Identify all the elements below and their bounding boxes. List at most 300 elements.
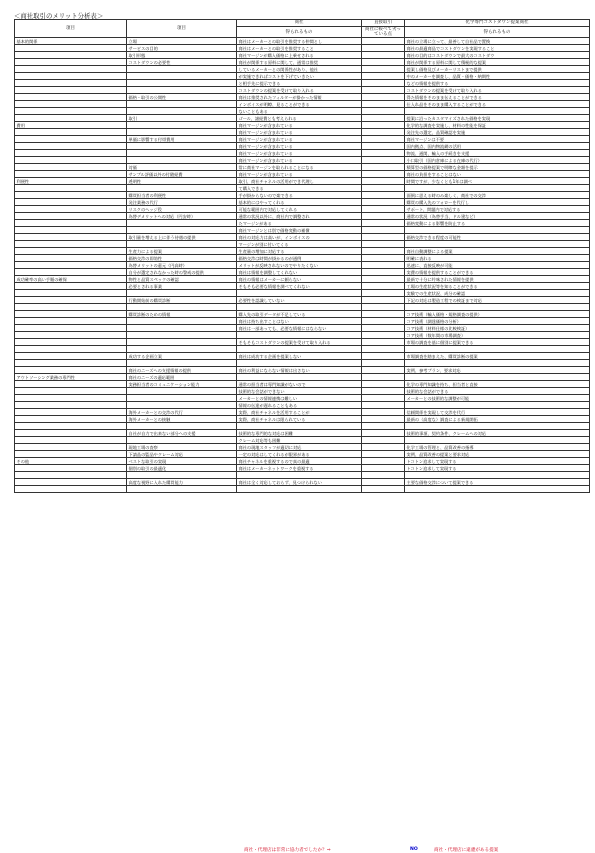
cost-down-company-cell: 技術的な会話ができる <box>405 388 590 395</box>
trading-company-cell: コストダウンの提案を受けて取り入れる <box>237 87 362 94</box>
direct-trade-cell <box>362 129 405 136</box>
category-cell <box>15 248 127 255</box>
direct-trade-cell <box>362 486 405 493</box>
direct-trade-cell <box>362 409 405 416</box>
item-cell <box>127 395 237 402</box>
table-row <box>15 360 590 367</box>
category-cell <box>15 437 127 444</box>
category-cell <box>15 325 127 332</box>
item-cell: 透明性 <box>127 178 237 185</box>
cost-down-company-cell: トコトン追求して実現する <box>405 458 590 465</box>
header-category: 項目 <box>15 20 127 38</box>
category-cell <box>15 94 127 101</box>
trading-company-cell: 常に商社マージンを取られることになる <box>237 164 362 171</box>
trading-company-cell: 商社は成功する企画を提案しない <box>237 353 362 360</box>
table-row <box>15 136 590 143</box>
table-row <box>15 157 590 164</box>
cost-down-company-cell: サポート、問題内で対応する <box>405 206 590 213</box>
trading-company-cell: ないこともある <box>237 108 362 115</box>
category-cell <box>15 185 127 192</box>
item-cell: 取引 <box>127 115 237 122</box>
trading-company-cell <box>237 360 362 367</box>
subheader-cost-down-company: 得られるもの <box>405 27 590 38</box>
cost-down-company-cell: 信頼関係を実現して交渉を代行 <box>405 409 590 416</box>
category-cell <box>15 234 127 241</box>
item-cell <box>127 227 237 234</box>
item-cell: 下請品の監品やクレーム対応 <box>127 451 237 458</box>
table-row <box>15 423 590 430</box>
category-cell <box>15 353 127 360</box>
table-row <box>15 52 590 59</box>
cost-down-company-cell: 実例、品質改善の提案と要求対応 <box>405 451 590 458</box>
item-cell <box>127 80 237 87</box>
table-row <box>15 248 590 255</box>
cost-down-company-cell: 商社が関係する原料に関して積極的な提案 <box>405 59 590 66</box>
cost-down-company-cell <box>405 437 590 444</box>
category-cell <box>15 451 127 458</box>
footer-question: 商社・代理店は非常に協力者でしたか？⇒ <box>244 848 331 853</box>
item-cell: 取引形態 <box>127 52 237 59</box>
direct-trade-cell <box>362 171 405 178</box>
category-cell <box>15 255 127 262</box>
trading-company-cell: が実施できればコストを下げていきたい <box>237 73 362 80</box>
cost-down-company-cell: 化学工場の管理と、品質改善の指導 <box>405 444 590 451</box>
direct-trade-cell <box>362 185 405 192</box>
category-cell <box>15 157 127 164</box>
category-cell <box>15 206 127 213</box>
category-cell <box>15 227 127 234</box>
trading-company-cell: 商社はメーカーとの取引を推奨する仲間とし <box>237 38 362 45</box>
item-cell <box>127 108 237 115</box>
direct-trade-cell <box>362 122 405 129</box>
direct-trade-cell <box>362 388 405 395</box>
footer-statement: 商社・代理店に遠慮がある提案 <box>434 848 499 853</box>
cost-down-company-cell: 化学的な調査を実施し、材料の性能を保証 <box>405 122 590 129</box>
cost-down-company-cell: 時間ですが、少なくとも1年は調べ <box>405 178 590 185</box>
trading-company-cell: 一定の対応はしてくれるが限界がある <box>237 451 362 458</box>
trading-company-cell: 商社マージンが含まれている <box>237 171 362 178</box>
direct-trade-cell <box>362 220 405 227</box>
item-cell: 個別の取引の最適化 <box>127 465 237 472</box>
trading-company-cell: と相手先に提示できる <box>237 80 362 87</box>
trading-company-cell: 技術的な専門的な対応は困難 <box>237 430 362 437</box>
merit-analysis-table <box>14 19 590 493</box>
item-cell <box>127 304 237 311</box>
category-cell <box>15 388 127 395</box>
cost-down-company-cell <box>405 185 590 192</box>
cost-down-company-cell <box>405 402 590 409</box>
trading-company-cell: 商社の現地スタッフが適切に対応 <box>237 444 362 451</box>
table-row <box>15 346 590 353</box>
trading-company-cell <box>237 346 362 353</box>
trading-company-cell: 商社は一部あっても、必要な情報にはならない <box>237 325 362 332</box>
cost-down-company-cell: 実験での生産状況、成分の確認 <box>405 290 590 297</box>
item-cell: 海外メーカーとの接触 <box>127 416 237 423</box>
item-cell <box>127 437 237 444</box>
direct-trade-cell <box>362 465 405 472</box>
header-item: 項目 <box>127 20 237 38</box>
table-row <box>15 402 590 409</box>
table-row <box>15 374 590 381</box>
item-cell: 成功する企画立案 <box>127 353 237 360</box>
cost-down-company-cell: 商社の立場に立って、最善して自社品で置換 <box>405 38 590 45</box>
direct-trade-cell <box>362 150 405 157</box>
table-row <box>15 395 590 402</box>
direct-trade-cell <box>362 227 405 234</box>
subheader-direct-trade: 商社に較べて劣っている点 <box>362 27 405 38</box>
trading-company-cell: 可能な範囲内で対応してくれる <box>237 206 362 213</box>
direct-trade-cell <box>362 269 405 276</box>
item-cell: 物性と品質スペックの確認 <box>127 276 237 283</box>
table-row <box>15 311 590 318</box>
header-trading-company: 商社 <box>237 20 362 27</box>
direct-trade-cell <box>362 115 405 122</box>
category-cell <box>15 80 127 87</box>
trading-company-cell: 商社マージンが購入価格に上乗せされる <box>237 52 362 59</box>
cost-down-company-cell: 迅速に、直接反映が可能 <box>405 262 590 269</box>
table-row <box>15 269 590 276</box>
direct-trade-cell <box>362 192 405 199</box>
table-row <box>15 465 590 472</box>
trading-company-cell: 商社チャネルを重視するので真の最適 <box>237 458 362 465</box>
table-row <box>15 66 590 73</box>
item-cell: 自社が自力で出来ない部分への支援 <box>127 430 237 437</box>
table-row <box>15 458 590 465</box>
table-row <box>15 381 590 388</box>
direct-trade-cell <box>362 143 405 150</box>
table-row <box>15 472 590 479</box>
cost-down-company-cell <box>405 423 590 430</box>
trading-company-cell: 商社の利益にならない情報は出さない <box>237 367 362 374</box>
cost-down-company-cell <box>405 486 590 493</box>
cost-down-company-cell: 価格変動による影響を防止する <box>405 220 590 227</box>
table-row <box>15 171 590 178</box>
cost-down-company-cell: 最新で十分に吟味された情報を提供 <box>405 276 590 283</box>
direct-trade-cell <box>362 38 405 45</box>
table-row <box>15 206 590 213</box>
item-cell <box>127 73 237 80</box>
item-cell: リスクのヘッジ役 <box>127 206 237 213</box>
item-cell <box>127 122 237 129</box>
cost-down-company-cell: 物流、通関、輸入の手続きを支援 <box>405 150 590 157</box>
cost-down-company-cell: 面倒に思える時のみ楽しく、商社での交渉 <box>405 192 590 199</box>
cost-down-company-cell <box>405 227 590 234</box>
table-row <box>15 297 590 304</box>
trading-company-cell: 商社は持ち出すことはない <box>237 318 362 325</box>
category-cell: 成功確率の高い手順の確保 <box>15 276 127 283</box>
table-row <box>15 388 590 395</box>
trading-company-cell: そもそもコストダウンの提案を受けて取り入れる <box>237 339 362 346</box>
category-cell <box>15 311 127 318</box>
table-row <box>15 339 590 346</box>
cost-down-company-cell: 提案に沿ったカスタマイズされた価格を実現 <box>405 115 590 122</box>
category-cell: 基本的関係 <box>15 38 127 45</box>
cost-down-company-cell: 実例、参考プラン、要求対応 <box>405 367 590 374</box>
table-row <box>15 59 590 66</box>
item-cell <box>127 143 237 150</box>
table-row <box>15 486 590 493</box>
cost-down-company-cell: 提案し価格及びメーカーリストまで提供 <box>405 66 590 73</box>
trading-company-cell <box>237 374 362 381</box>
subheader-trading-company: 得られるもの <box>237 27 362 38</box>
item-cell: 為替メリットの還元（円高時） <box>127 262 237 269</box>
direct-trade-cell <box>362 374 405 381</box>
table-row <box>15 80 590 87</box>
direct-trade-cell <box>362 94 405 101</box>
table-row <box>15 108 590 115</box>
table-row <box>15 416 590 423</box>
cost-down-company-cell: 実費の情報を提供することができる <box>405 269 590 276</box>
category-cell: その他 <box>15 458 127 465</box>
direct-trade-cell <box>362 199 405 206</box>
item-cell: 単価に影響する付帯費用 <box>127 136 237 143</box>
category-cell <box>15 101 127 108</box>
cost-down-company-cell: 明確に表れる <box>405 255 590 262</box>
table-row <box>15 150 590 157</box>
cost-down-company-cell: 技術的事項、契約条件、クレームへの対応 <box>405 430 590 437</box>
direct-trade-cell <box>362 178 405 185</box>
category-cell <box>15 52 127 59</box>
item-cell: 立場 <box>127 38 237 45</box>
category-cell <box>15 171 127 178</box>
direct-trade-cell <box>362 52 405 59</box>
category-cell <box>15 220 127 227</box>
direct-trade-cell <box>362 416 405 423</box>
category-cell <box>15 402 127 409</box>
table-row <box>15 332 590 339</box>
category-cell <box>15 409 127 416</box>
trading-company-cell: 手が掛からないので楽できる <box>237 192 362 199</box>
cost-down-company-cell: 工場の生産状況等を知ることができる <box>405 283 590 290</box>
trading-company-cell: 通常の状況以外に、商社内で調整され <box>237 213 362 220</box>
direct-trade-cell <box>362 206 405 213</box>
direct-trade-cell <box>362 255 405 262</box>
item-cell: 価格・取引の公開性 <box>127 94 237 101</box>
category-cell <box>15 430 127 437</box>
direct-trade-cell <box>362 311 405 318</box>
trading-company-cell: 商社マージンが含まれている <box>237 122 362 129</box>
item-cell: コストダウンの必要性 <box>127 59 237 66</box>
direct-trade-cell <box>362 45 405 52</box>
direct-trade-cell <box>362 234 405 241</box>
item-cell: 生産力による提案 <box>127 248 237 255</box>
category-cell <box>15 241 127 248</box>
direct-trade-cell <box>362 241 405 248</box>
item-cell: ベストな取引の実現 <box>127 458 237 465</box>
item-cell: 購買診断のための情報 <box>127 311 237 318</box>
cost-down-company-cell: 市場調査を踏まえた、購買診断の提案 <box>405 353 590 360</box>
trading-company-cell <box>237 332 362 339</box>
cost-down-company-cell: 商社の目的はコストダウンで最大のコストダウ <box>405 52 590 59</box>
category-cell <box>15 164 127 171</box>
trading-company-cell: て購入できる <box>237 185 362 192</box>
category-cell <box>15 381 127 388</box>
cost-down-company-cell: 積算型の価格提案で明瞭な金額を提示 <box>405 164 590 171</box>
cost-down-company-cell: メーカーとの技術的な調整が可能 <box>405 395 590 402</box>
cost-down-company-cell: などの情報を提供する <box>405 80 590 87</box>
table-row <box>15 185 590 192</box>
item-cell: 為替デメリットへの対応（円安時） <box>127 213 237 220</box>
item-cell: 実務担当者のコミュニケーション能力 <box>127 381 237 388</box>
table-row <box>15 444 590 451</box>
category-cell <box>15 304 127 311</box>
category-cell <box>15 87 127 94</box>
trading-company-cell: 商社マージンが含まれている <box>237 143 362 150</box>
table-row <box>15 213 590 220</box>
item-cell: 対価 <box>127 164 237 171</box>
trading-company-cell: インボイスが明瞭、見ることができる <box>237 101 362 108</box>
cost-down-company-cell: 商社の負担をすることはない <box>405 171 590 178</box>
category-cell <box>15 367 127 374</box>
trading-company-cell: 商社マージンとは別で価格変動の補償 <box>237 227 362 234</box>
item-cell <box>127 346 237 353</box>
table-row <box>15 199 590 206</box>
category-cell <box>15 416 127 423</box>
direct-trade-cell <box>362 381 405 388</box>
direct-trade-cell <box>362 248 405 255</box>
table-row <box>15 94 590 101</box>
category-cell <box>15 486 127 493</box>
direct-trade-cell <box>362 87 405 94</box>
trading-company-cell: 情報の伝達が遅れることもある <box>237 402 362 409</box>
item-cell: 購買担当者の利便性 <box>127 192 237 199</box>
item-cell: 必要とされる事業 <box>127 283 237 290</box>
direct-trade-cell <box>362 262 405 269</box>
direct-trade-cell <box>362 66 405 73</box>
trading-company-cell: 技術的な会話ができない <box>237 388 362 395</box>
cost-down-company-cell: トコトン追求して実現する <box>405 465 590 472</box>
cost-down-company-cell <box>405 346 590 353</box>
direct-trade-cell <box>362 451 405 458</box>
cost-down-company-cell: コア技術（数年間の市場調査） <box>405 332 590 339</box>
table-row <box>15 430 590 437</box>
direct-trade-cell <box>362 472 405 479</box>
trading-company-cell: そもそも必要な情報を調べてくれない <box>237 283 362 290</box>
direct-trade-cell <box>362 59 405 66</box>
item-cell <box>127 486 237 493</box>
cost-down-company-cell <box>405 472 590 479</box>
item-cell: 高度な視野に入れた購買能力 <box>127 479 237 486</box>
trading-company-cell: 商社はメーカーネットワークを重視する <box>237 465 362 472</box>
footer-answer: NO <box>410 847 418 852</box>
cost-down-company-cell: 商社自動調整による提案 <box>405 248 590 255</box>
direct-trade-cell <box>362 136 405 143</box>
header-direct-trade: 直接取引 <box>362 20 405 27</box>
table-row <box>15 283 590 290</box>
category-cell: 費用 <box>15 122 127 129</box>
category-cell <box>15 73 127 80</box>
item-cell <box>127 220 237 227</box>
table-row <box>15 290 590 297</box>
table-row <box>15 276 590 283</box>
trading-company-cell <box>237 304 362 311</box>
item-cell <box>127 290 237 297</box>
item-cell <box>127 332 237 339</box>
item-cell: 価格交渉の即効性 <box>127 255 237 262</box>
category-cell <box>15 262 127 269</box>
direct-trade-cell <box>362 360 405 367</box>
trading-company-cell: たマージンがある <box>237 220 362 227</box>
category-cell <box>15 472 127 479</box>
direct-trade-cell <box>362 164 405 171</box>
category-cell <box>15 360 127 367</box>
category-cell <box>15 150 127 157</box>
category-cell <box>15 199 127 206</box>
cost-down-company-cell: 通常の状況（為替手当、ドル建など） <box>405 213 590 220</box>
item-cell <box>127 241 237 248</box>
item-cell: 自分が選定されなかった時の警戒の提供 <box>127 269 237 276</box>
item-cell <box>127 472 237 479</box>
category-cell <box>15 465 127 472</box>
direct-trade-cell <box>362 318 405 325</box>
cost-down-company-cell: コア技術（輸入価格・規格調査の提供） <box>405 311 590 318</box>
category-cell <box>15 283 127 290</box>
direct-trade-cell <box>362 325 405 332</box>
category-cell <box>15 444 127 451</box>
table-header-row <box>15 20 590 27</box>
cost-down-company-cell: 商社マージンは不要 <box>405 136 590 143</box>
category-cell <box>15 108 127 115</box>
direct-trade-cell <box>362 157 405 164</box>
cost-down-company-cell: コア技術（材料仕様の比較検証） <box>405 325 590 332</box>
category-cell <box>15 59 127 66</box>
direct-trade-cell <box>362 430 405 437</box>
table-row <box>15 129 590 136</box>
table-row <box>15 325 590 332</box>
table-row <box>15 38 590 45</box>
category-cell <box>15 129 127 136</box>
cost-down-company-cell <box>405 374 590 381</box>
trading-company-cell: 商社マージンが含まれている <box>237 157 362 164</box>
direct-trade-cell <box>362 283 405 290</box>
item-cell <box>127 360 237 367</box>
direct-trade-cell <box>362 367 405 374</box>
direct-trade-cell <box>362 297 405 304</box>
direct-trade-cell <box>362 437 405 444</box>
cost-down-company-cell: コア技術（調達価格の分析） <box>405 318 590 325</box>
trading-company-cell: メーカーとの情報連携は難しい <box>237 395 362 402</box>
direct-trade-cell <box>362 458 405 465</box>
category-cell <box>15 297 127 304</box>
category-cell <box>15 66 127 73</box>
table-row <box>15 367 590 374</box>
item-cell <box>127 157 237 164</box>
table-row <box>15 234 590 241</box>
table-row <box>15 241 590 248</box>
cost-down-company-cell: コストダウンの提案を受けて取り入れる <box>405 87 590 94</box>
category-cell: 利便性 <box>15 178 127 185</box>
direct-trade-cell <box>362 276 405 283</box>
cost-down-company-cell: 小口取引（国内倉庫による在庫の代行） <box>405 157 590 164</box>
table-row <box>15 479 590 486</box>
table-row <box>15 227 590 234</box>
category-cell <box>15 339 127 346</box>
direct-trade-cell <box>362 444 405 451</box>
category-cell <box>15 290 127 297</box>
trading-company-cell <box>237 423 362 430</box>
trading-company-cell: 商社は推奨されたフィルターが掛かった情報 <box>237 94 362 101</box>
item-cell <box>127 101 237 108</box>
trading-company-cell: 実際、商社チャネルは限られている <box>237 416 362 423</box>
trading-company-cell: 商社マージンが含まれている <box>237 136 362 143</box>
table-row <box>15 318 590 325</box>
category-cell <box>15 192 127 199</box>
category-cell <box>15 269 127 276</box>
item-cell: 商社のニーズの適応範囲 <box>127 374 237 381</box>
trading-company-cell: 必要性を認識していない <box>237 297 362 304</box>
direct-trade-cell <box>362 395 405 402</box>
cost-down-company-cell <box>405 108 590 115</box>
